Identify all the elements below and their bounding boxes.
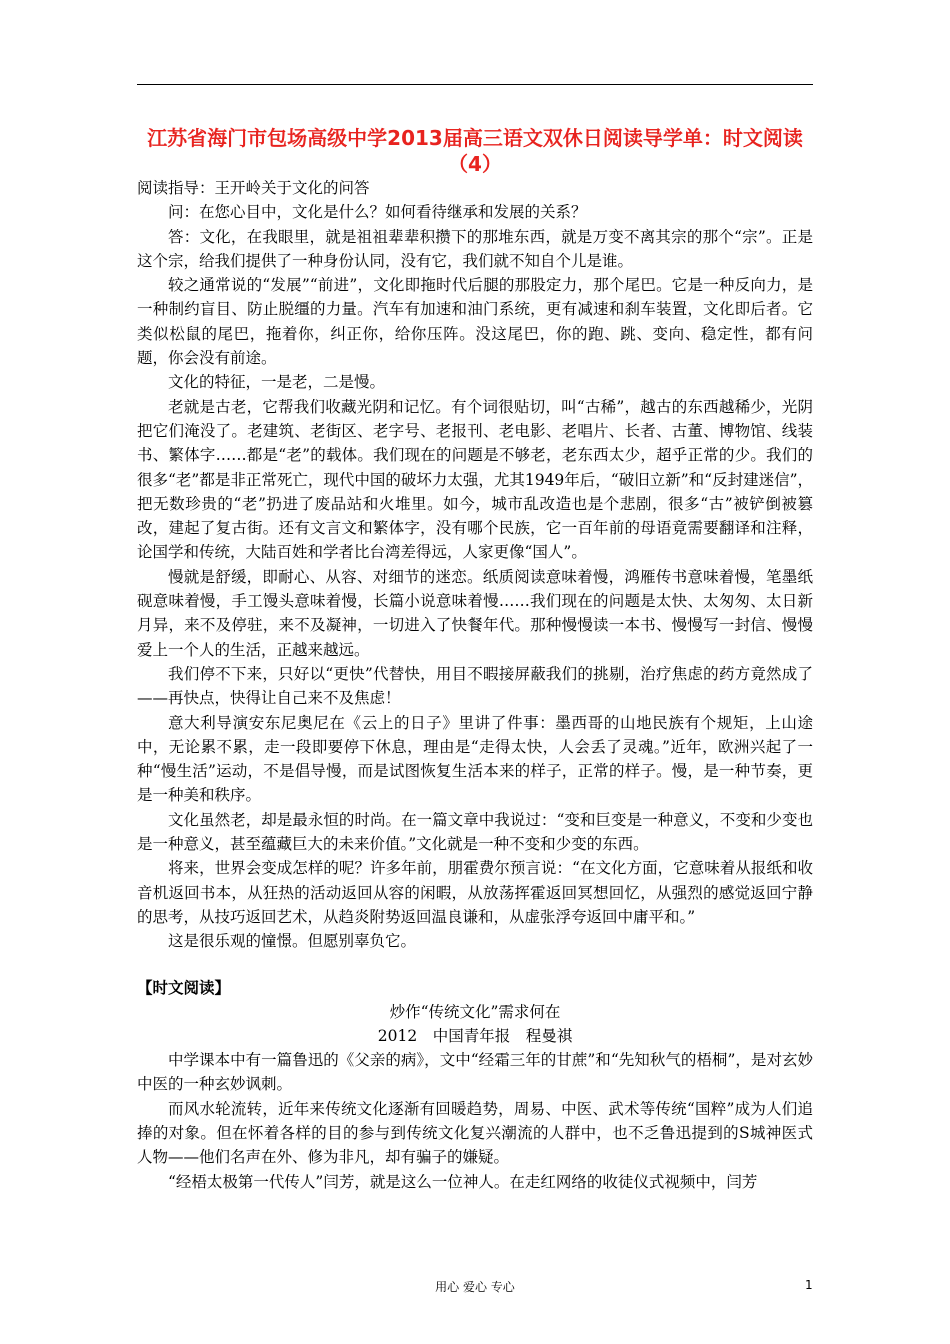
document-body [137, 176, 813, 1194]
article-paragraph: 而风水轮流转，近年来传统文化逐渐有回暖趋势，周易、中医、武术等传统“国粹”成为人们追捧的对象。但在怀着各样的目的参与到传统文化复兴潮流的人群中，也不乏鲁迅提到的S城神医式人物——他们名声在外、修为非凡，却有骗子的嫌疑。 [137, 1099, 813, 1167]
paragraph: 我们停不下来，只好以“更快”代替快，用目不暇接屏蔽我们的挑剔，治疗焦虑的药方竟然成了——再快点，快得让自己来不及焦虑！ [137, 664, 813, 708]
footer-motto: 用心 爱心 专心 [435, 1280, 515, 1294]
paragraph: 将来，世界会变成怎样的呢？许多年前，朋霍费尔预言说：“在文化方面，它意味着从报纸和收音机返回书本，从狂热的活动返回从容的闲暇，从放荡挥霍返回冥想回忆，从强烈的感觉返回宁静的思考，从技巧返回艺术，从趋炎附势返回温良谦和，从虚张浮夸返回中庸平和。” [137, 859, 813, 926]
article-byline: 2012 中国青年报 程曼祺 [377, 1026, 573, 1045]
paragraph: 较之通常说的“发展”“前进”，文化即拖时代后腿的那股定力，那个尾巴。它是一种反向力，是一种制约盲目、防止脱缰的力量。汽车有加速和油门系统，更有减速和刹车装置，文化即后者。它类似松鼠的尾巴，拖着你，纠正你，给你压阵。没这尾巴，你的跑、跳、变向、稳定性，都有问题，你会没有前途。 [137, 276, 813, 368]
article-paragraph: “经梧太极第一代传人”闫芳，就是这么一位神人。在走红网络的收徒仪式视频中，闫芳 [168, 1172, 758, 1191]
paragraph: 文化虽然老，却是最永恒的时尚。在一篇文章中我说过：“变和巨变是一种意义，不变和少变也是一种意义，甚至蕴藏巨大的未来价值。”文化就是一种不变和少变的东西。 [137, 810, 813, 854]
paragraph: 慢就是舒缓，即耐心、从容、对细节的迷恋。纸质阅读意味着慢，鸿雁传书意味着慢，笔墨纸砚意味着慢，手工馒头意味着慢，长篇小说意味着慢……我们现在的问题是太快、太匆匆、太日新月异，来不及停驻，来不及凝神，一切进入了快餐年代。那种慢慢读一本书、慢慢写一封信、慢慢爱上一个人的生活，正越来越远。 [137, 567, 813, 659]
article-paragraph: 中学课本中有一篇鲁迅的《父亲的病》，文中“经霜三年的甘蔗”和“先知秋气的梧桐”，是对玄妙中医的一种玄妙讽刺。 [137, 1051, 813, 1094]
article-title: 炒作“传统文化”需求何在 [389, 1002, 561, 1021]
document-title: 江苏省海门市包场高级中学2013届高三语文双休日阅读导学单：时文阅读（4） [147, 126, 803, 176]
paragraph: 老就是古老，它帮我们收藏光阴和记忆。有个词很贴切，叫“古稀”，越古的东西越稀少，光阴把它们淹没了。老建筑、老街区、老字号、老报刊、老电影、老唱片、长者、古董、博物馆、线装书、繁体字……都是“老”的载体。我们现在的问题是不够老，老东西太少，超乎正常的少。我们的很多“老”都是非正常死亡，现代中国的破坏力太强，尤其1949年后，“破旧立新”和“反封建迷信”，把无数珍贵的“老”扔进了废品站和火堆里。如今，城市乱改造也是个悲剧，很多“古”被铲倒被篡改，建起了复古街。还有文言文和繁体字，没有哪个民族，它一百年前的母语竟需要翻译和注释，论国学和传统，大陆百姓和学者比台湾差得远，人家更像“国人”。 [137, 397, 813, 562]
paragraph: 文化的特征，一是老，二是慢。 [168, 373, 386, 392]
paragraph: 问：在您心目中，文化是什么？如何看待继承和发展的关系？ [168, 203, 587, 222]
page-number: 1 [805, 1278, 813, 1292]
header-rule [137, 84, 813, 85]
section-heading: 【时文阅读】 [137, 977, 231, 997]
paragraph: 这是很乐观的憧憬。但愿别辜负它。 [168, 932, 417, 951]
paragraph: 答：文化，在我眼里，就是祖祖辈辈积攒下的那堆东西，就是万变不离其宗的那个“宗”。正是这个宗，给我们提供了一种身份认同，没有它，我们就不知自个儿是谁。 [137, 227, 813, 270]
paragraph: 意大利导演安东尼奥尼在《云上的日子》里讲了件事：墨西哥的山地民族有个规矩，上山途中，无论累不累，走一段即要停下休息，理由是“走得太快，人会丢了灵魂。”近年，欧洲兴起了一种“慢生活”运动，不是倡导慢，而是试图恢复生活本来的样子，正常的样子。慢，是一种节奏，更是一种美和秩序。 [137, 713, 813, 805]
reading-guide-line: 阅读指导：王开岭关于文化的问答 [137, 179, 370, 197]
